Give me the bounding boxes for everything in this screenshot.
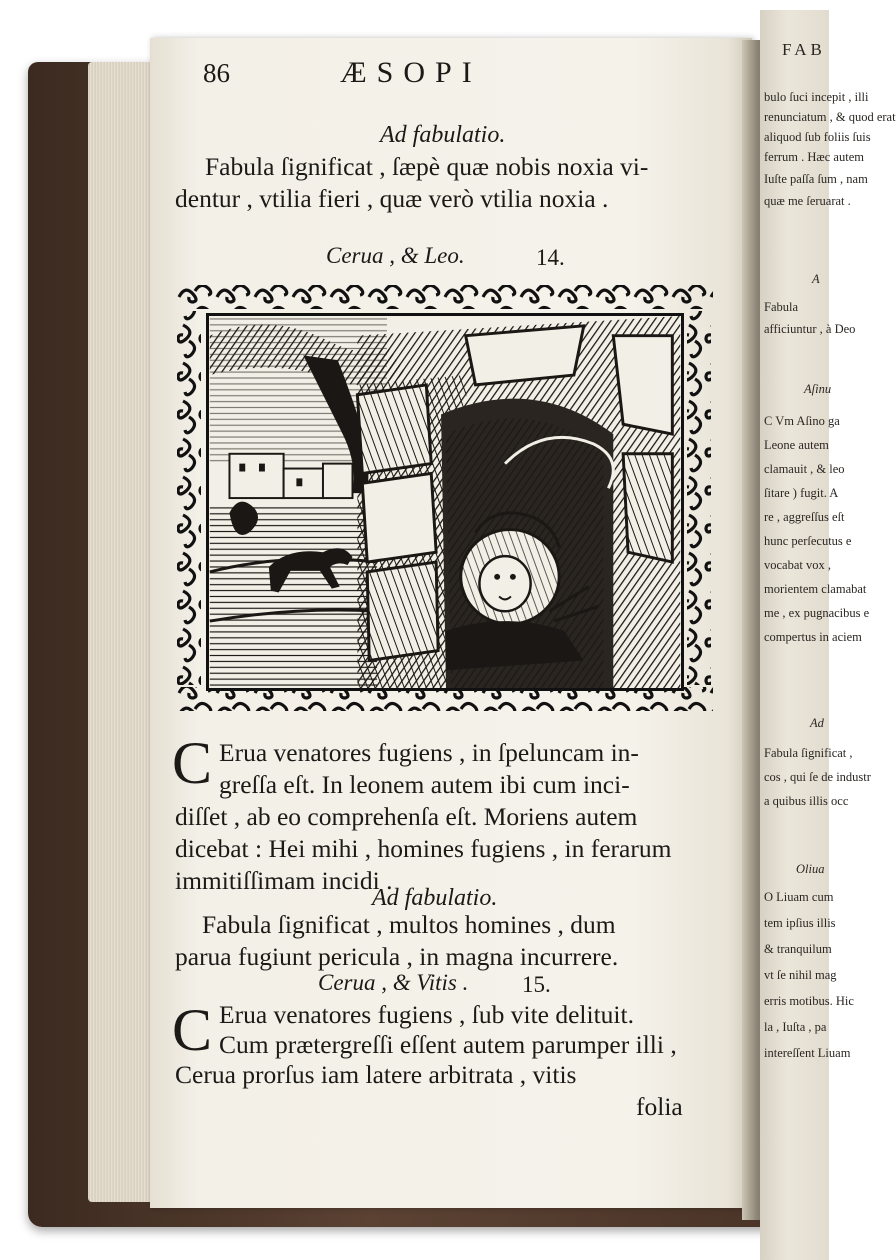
fable-text-line: immitiſſimam incidi .: [175, 866, 393, 895]
moral-text-line: parua fugiunt pericula , in magna incurrere.: [175, 942, 619, 971]
facing-text-line: & tranquilum: [764, 942, 832, 956]
drop-cap: C: [172, 997, 213, 1063]
moral-text-line: Fabula ſignificat , multos homines , dum: [202, 910, 616, 939]
fable-text-line: dicebat : Hei mihi , homines fugiens , in ferarum: [175, 834, 672, 863]
facing-text-line: erris motibus. Hic: [764, 994, 854, 1008]
moral-heading: Ad fabulatio.: [372, 885, 498, 911]
facing-text-line: quæ me ſeruarat .: [764, 194, 851, 208]
facing-running-head: FAB: [782, 40, 826, 59]
facing-text-line: a quibus illis occ: [764, 794, 849, 808]
facing-text-line: Fabula ſignificat ,: [764, 746, 853, 760]
facing-heading: Aſinu: [804, 382, 832, 396]
drop-cap: C: [172, 730, 213, 796]
page-number: 86: [203, 58, 230, 88]
fable-text-line: Erua venatores fugiens , in ſpeluncam in-: [219, 738, 639, 767]
facing-text-line: intereſſent Liuam: [764, 1046, 851, 1060]
facing-text-line: afficiuntur , à Deo: [764, 322, 856, 336]
facing-text-line: renunciatum , & quod erat: [764, 110, 896, 124]
facing-text-line: aliquod ſub foliis ſuis: [764, 130, 871, 144]
fable-title: Cerua , & Vitis .: [318, 970, 469, 995]
fable-text-line: Erua venatores fugiens , ſub vite delituit.: [219, 1000, 634, 1029]
moral-heading: Ad fabulatio.: [380, 122, 506, 148]
facing-heading: Ad: [810, 716, 824, 730]
facing-text-line: ſitare ) fugit. A: [764, 486, 839, 500]
running-head: ÆSOPI: [340, 56, 482, 89]
facing-text-line: la , Iuſta , pa: [764, 1020, 827, 1034]
facing-text-line: Leone autem: [764, 438, 829, 452]
moral-text-line: Fabula ſignificat , ſæpè quæ nobis noxia vi-: [205, 152, 649, 181]
facing-text-line: morientem clamabat: [764, 582, 867, 596]
moral-text-line: dentur , vtilia fieri , quæ verò vtilia noxia .: [175, 184, 609, 213]
fable-number: 15.: [522, 972, 551, 997]
catchword: folia: [636, 1092, 683, 1121]
facing-text-line: Iuſte paſſa ſum , nam: [764, 172, 868, 186]
facing-text-line: clamauit , & leo: [764, 462, 845, 476]
fable-number: 14.: [536, 245, 565, 270]
facing-text-line: bulo ſuci incepit , illi: [764, 90, 869, 104]
facing-text-line: cos , qui ſe de industr: [764, 770, 871, 784]
page-edges: [88, 62, 158, 1202]
fable-text-line: Cerua prorſus iam latere arbitrata , vitis: [175, 1060, 577, 1089]
fable-text-line: Cum prætergreſſi eſſent autem parumper illi ,: [219, 1030, 677, 1059]
facing-text-line: tem ipſius illis: [764, 916, 836, 930]
fable-title: Cerua , & Leo.: [326, 243, 465, 268]
facing-heading: A: [812, 272, 820, 286]
fable-text-line: greſſa eſt. In leonem autem ibi cum inci-: [219, 770, 630, 799]
woodcut-illustration: [206, 313, 684, 691]
fable-text-line: diſſet , ab eo comprehenſa eſt. Moriens autem: [175, 802, 638, 831]
facing-text-line: ferrum . Hæc autem: [764, 150, 864, 164]
facing-text-line: compertus in aciem: [764, 630, 862, 644]
facing-text-line: C Vm Aſino ga: [764, 414, 840, 428]
facing-text-line: hunc perſecutus e: [764, 534, 852, 548]
facing-text-line: Fabula: [764, 300, 799, 314]
facing-page: [760, 10, 896, 1260]
facing-text-line: vt ſe nihil mag: [764, 968, 837, 982]
facing-text-line: O Liuam cum: [764, 890, 834, 904]
facing-text-line: vocabat vox ,: [764, 558, 831, 572]
facing-heading: Oliua: [796, 862, 825, 876]
facing-text-line: re , aggreſſus eſt: [764, 510, 845, 524]
facing-text-line: me , ex pugnacibus e: [764, 606, 870, 620]
